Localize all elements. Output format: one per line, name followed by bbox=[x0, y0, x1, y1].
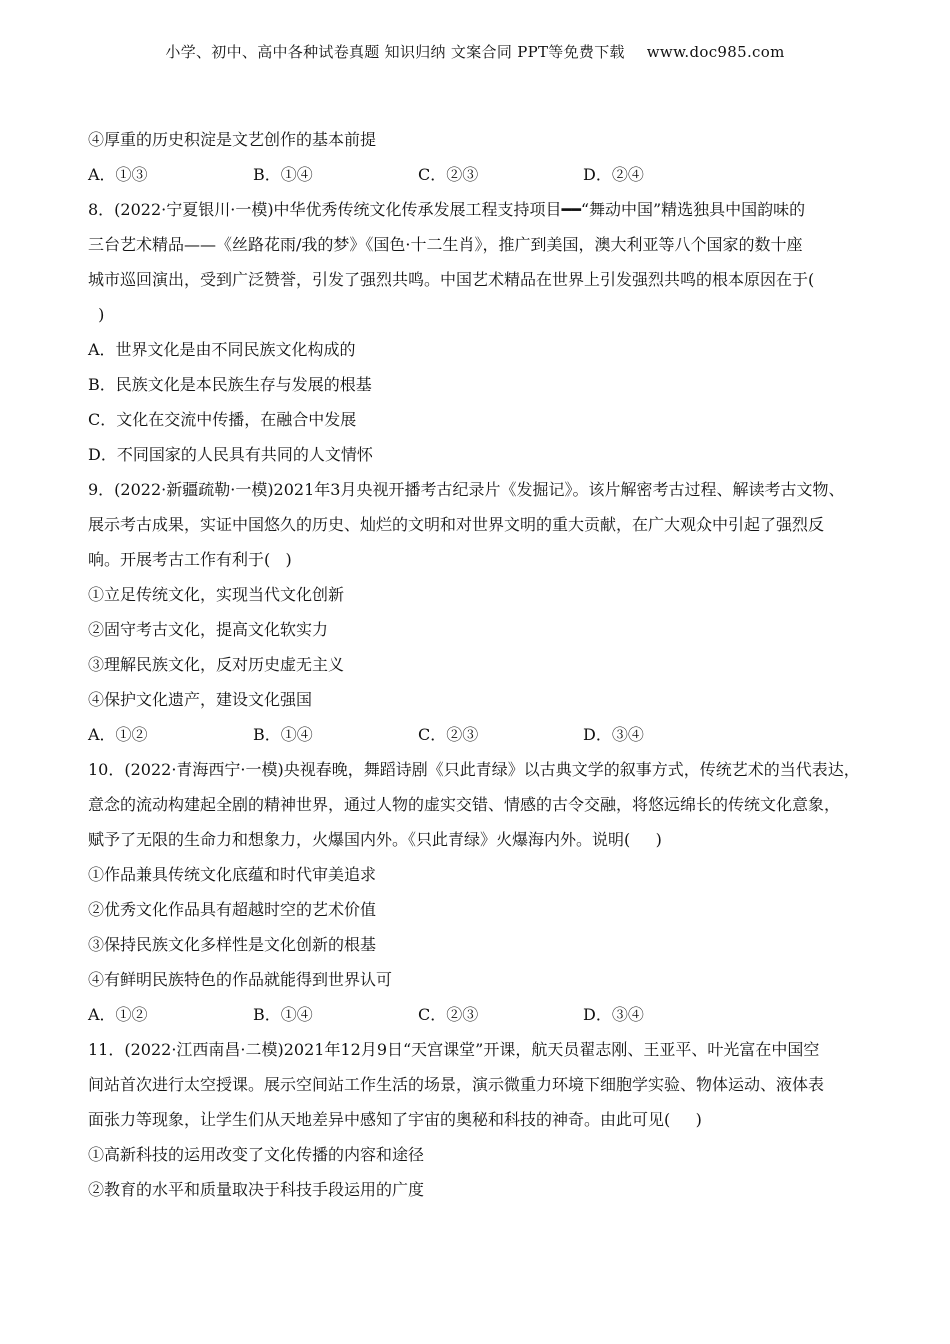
q10-options bbox=[88, 1002, 878, 1037]
q11-stem-3: 面张力等现象，让学生们从天地差异中感知了宇宙的奥秘和科技的神奇。由此可见( ) bbox=[88, 1110, 702, 1129]
q8-option-b: B．民族文化是本民族生存与发展的根基 bbox=[88, 375, 372, 394]
option-b: B．①④ bbox=[253, 1005, 313, 1024]
option-c: C．②③ bbox=[418, 165, 479, 184]
q11-statement-2: ②教育的水平和质量取决于科技手段运用的广度 bbox=[88, 1180, 425, 1199]
q9-statement-2: ②固守考古文化，提高文化软实力 bbox=[88, 620, 329, 639]
q10-stem-3: 赋予了无限的生命力和想象力，火爆国内外。《只此青绿》火爆海内外。说明( ) bbox=[88, 830, 662, 849]
option-c: C．②③ bbox=[418, 1005, 479, 1024]
option-d: D．③④ bbox=[583, 1005, 644, 1024]
option-d: D．②④ bbox=[583, 165, 644, 184]
q10-statement-4: ④有鲜明民族特色的作品就能得到世界认可 bbox=[88, 970, 393, 989]
q9-stem-1: 9．(2022·新疆疏勒·一模)2021年3月央视开播考古纪录片《发掘记》。该片解密考古过程、解读考古文物、 bbox=[88, 480, 845, 499]
q11-stem-1: 11．(2022·江西南昌·二模)2021年12月9日“天宫课堂”开课，航天员翟志刚、王亚平、叶光富在中国空 bbox=[88, 1040, 820, 1059]
q8-option-a: A．世界文化是由不同民族文化构成的 bbox=[88, 340, 356, 359]
option-d: D．③④ bbox=[583, 725, 644, 744]
header-text: 小学、初中、高中各种试卷真题 知识归纳 文案合同 PPT等免费下载 bbox=[165, 43, 625, 61]
page-header bbox=[0, 41, 950, 62]
q9-statement-1: ①立足传统文化，实现当代文化创新 bbox=[88, 585, 345, 604]
option-a: A．①② bbox=[88, 1005, 148, 1024]
q11-statement-1: ①高新科技的运用改变了文化传播的内容和途径 bbox=[88, 1145, 425, 1164]
document-body bbox=[88, 127, 878, 1212]
q8-stem-3: 城市巡回演出，受到广泛赞誉，引发了强烈共鸣。中国艺术精品在世界上引发强烈共鸣的根本原因在于( bbox=[88, 270, 815, 289]
q9-stem-2: 展示考古成果，实证中国悠久的历史、灿烂的文明和对世界文明的重大贡献，在广大观众中引起了强烈反 bbox=[88, 515, 825, 534]
q9-options bbox=[88, 722, 878, 757]
option-a: A．①③ bbox=[88, 165, 148, 184]
q8-stem-2: 三台艺术精品——《丝路花雨/我的梦》《国色·十二生肖》，推广到美国，澳大利亚等八个国家的数十座 bbox=[88, 235, 803, 254]
option-b: B．①④ bbox=[253, 165, 313, 184]
q10-statement-3: ③保持民族文化多样性是文化创新的根基 bbox=[88, 935, 377, 954]
q8-option-c: C．文化在交流中传播，在融合中发展 bbox=[88, 410, 357, 429]
q10-statement-2: ②优秀文化作品具有超越时空的艺术价值 bbox=[88, 900, 377, 919]
q8-stem-4: ) bbox=[88, 305, 105, 324]
q8-stem-1: 8．(2022·宁夏银川·一模)中华优秀传统文化传承发展工程支持项目━━“舞动中国”精选独具中国韵味的 bbox=[88, 200, 806, 219]
option-a: A．①② bbox=[88, 725, 148, 744]
q10-stem-1: 10．(2022·青海西宁·一模)央视春晚，舞蹈诗剧《只此青绿》以古典文学的叙事方式，传统艺术的当代表达， bbox=[88, 760, 860, 779]
q7-statement-4: ④厚重的历史积淀是文艺创作的基本前提 bbox=[88, 130, 377, 149]
q10-stem-2: 意念的流动构建起全剧的精神世界，通过人物的虚实交错、情感的古令交融，将悠远绵长的传统文化意象， bbox=[88, 795, 841, 814]
option-b: B．①④ bbox=[253, 725, 313, 744]
q11-stem-2: 间站首次进行太空授课。展示空间站工作生活的场景，演示微重力环境下细胞学实验、物体运动、液体表 bbox=[88, 1075, 825, 1094]
option-c: C．②③ bbox=[418, 725, 479, 744]
q9-statement-4: ④保护文化遗产，建设文化强国 bbox=[88, 690, 313, 709]
header-url[interactable]: www.doc985.com bbox=[646, 43, 785, 61]
q7-options bbox=[88, 162, 878, 197]
q10-statement-1: ①作品兼具传统文化底蕴和时代审美追求 bbox=[88, 865, 377, 884]
q9-statement-3: ③理解民族文化，反对历史虚无主义 bbox=[88, 655, 345, 674]
q9-stem-3: 响。开展考古工作有利于( ) bbox=[88, 550, 292, 569]
q8-option-d: D．不同国家的人民具有共同的人文情怀 bbox=[88, 445, 373, 464]
